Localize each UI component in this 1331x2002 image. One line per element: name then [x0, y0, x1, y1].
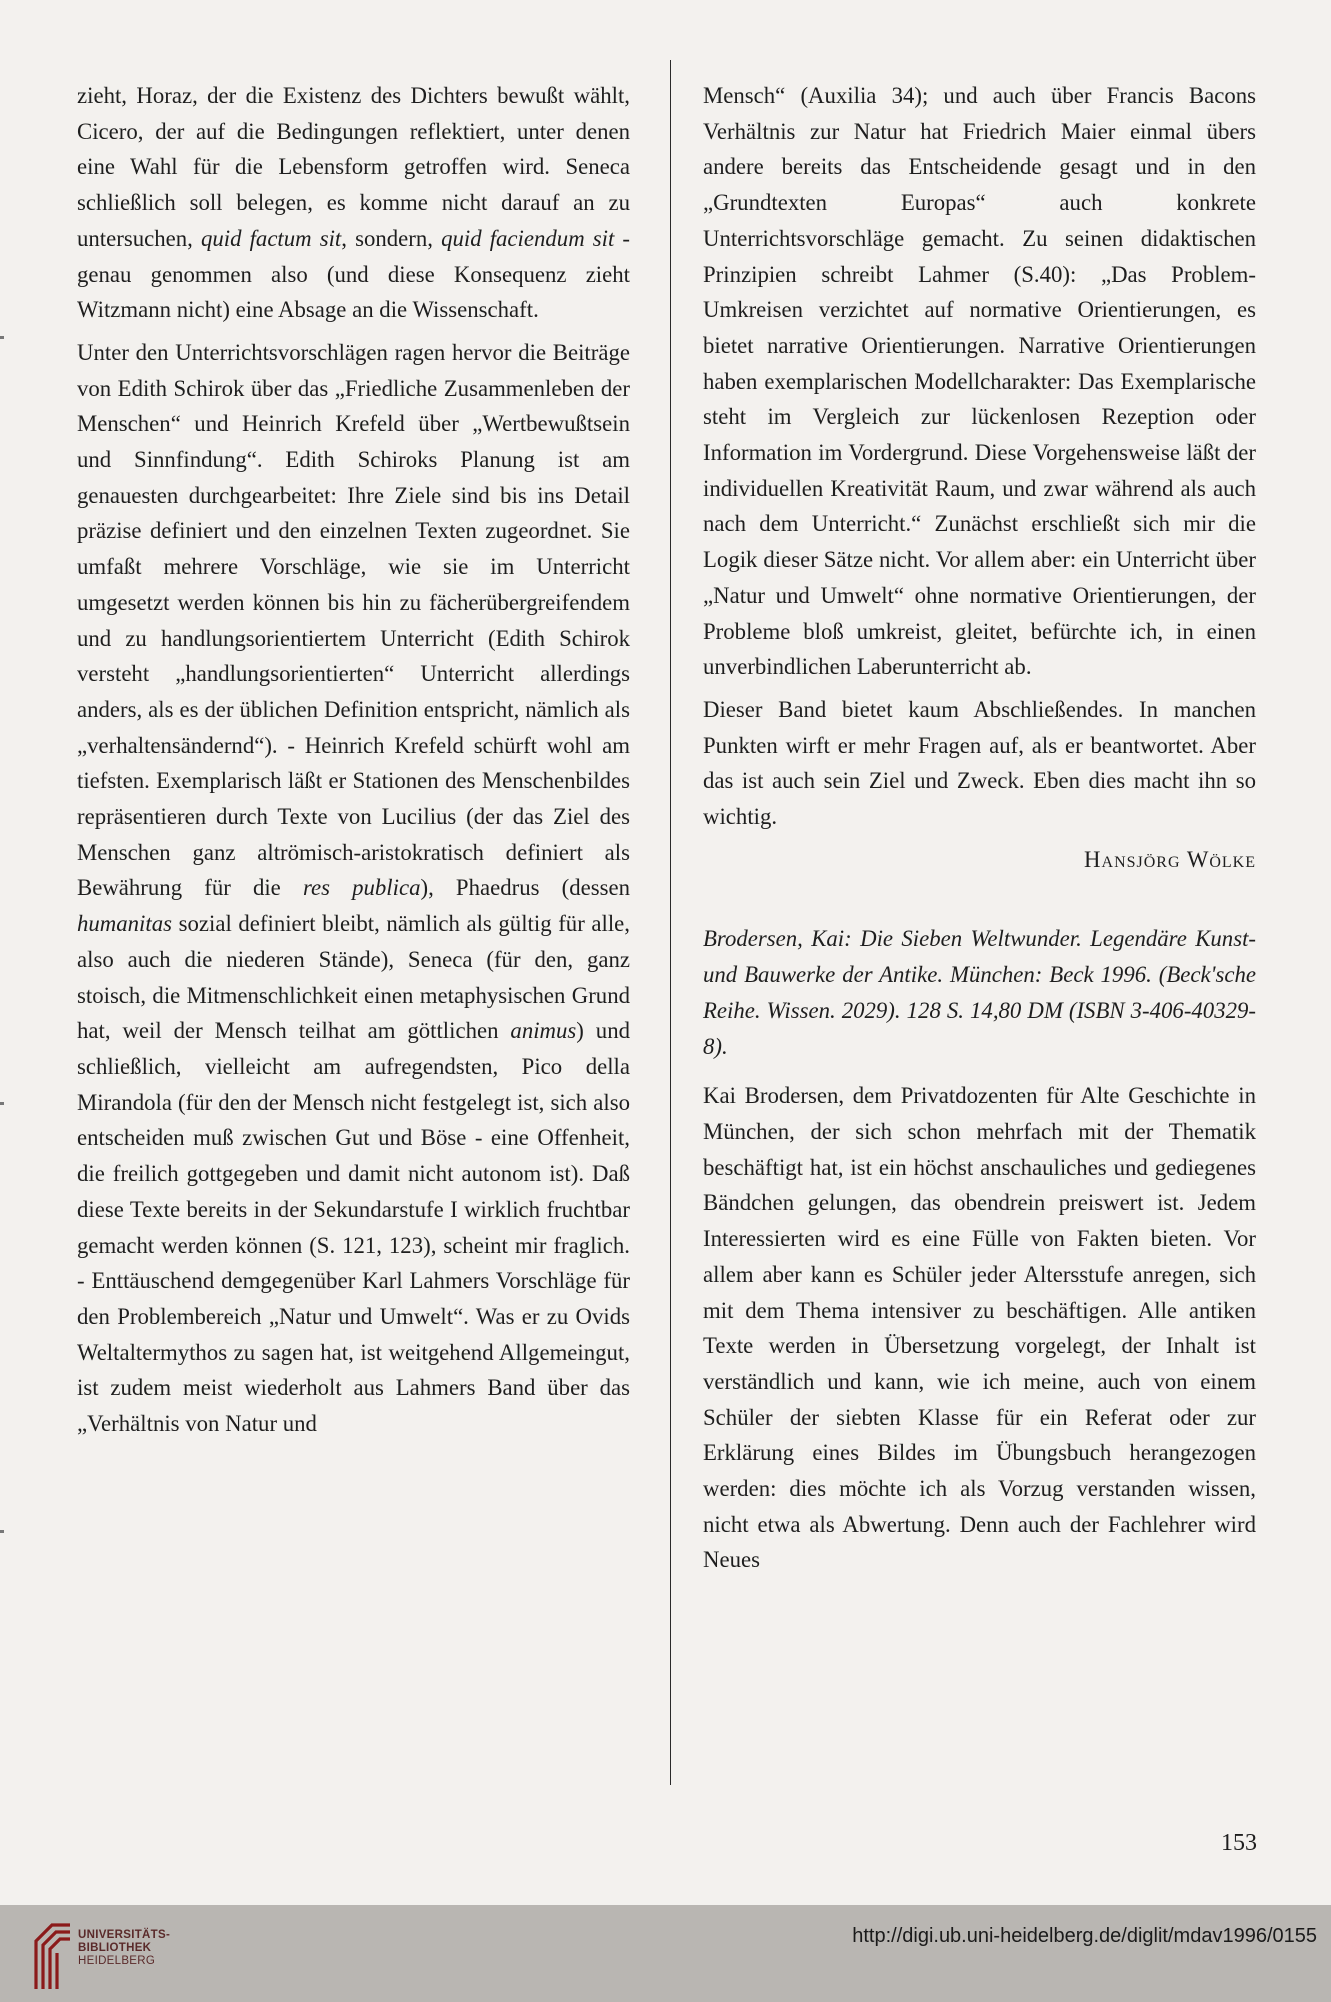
source-url-link[interactable]: http://digi.ub.uni-heidelberg.de/diglit/mdav1996/0155 — [852, 1925, 1317, 1947]
edge-mark — [0, 1102, 4, 1105]
digitization-footer — [0, 1905, 1331, 2002]
review-signature: Hansjörg Wölke — [1084, 846, 1256, 872]
library-name-line: UNIVERSITÄTS- — [78, 1929, 171, 1941]
library-logo-icon — [30, 1919, 74, 1991]
italic-latin: humanitas — [77, 911, 172, 937]
text-run: ), Phaedrus (dessen — [420, 875, 630, 901]
column-divider — [670, 60, 671, 1785]
left-paragraph-2 — [77, 335, 630, 1442]
library-name-line: BIBLIOTHEK — [78, 1942, 152, 1954]
edge-mark — [0, 1530, 4, 1533]
edge-mark — [0, 336, 4, 339]
text-run: , sondern, — [341, 225, 442, 251]
left-paragraph-1 — [77, 78, 630, 328]
right-paragraph-2: Dieser Band bietet kaum Abschließendes. In manchen Punkten wirft er mehr Fragen auf, als er beantwortet. Aber das ist auch sein Ziel und Zweck. Eben dies macht ihn so wichtig. — [703, 696, 1256, 830]
italic-latin: quid factum sit — [200, 225, 342, 251]
left-column — [77, 78, 630, 1442]
text-run: sozial definiert bleibt, nämlich als gültig für alle, also auch die niederen Stände), Seneca (für den, ganz stoisch, die Mitmenschlichkeit einen metaphysischen Grund hat, weil der Mensch teilhat am göttlichen — [77, 911, 630, 1044]
text-run: ) und schließlich, vielleicht am aufregendsten, Pico della Mirandola (für den der Mensch nicht festgelegt ist, sich also entscheiden muß zwischen Gut und Böse - eine Offenheit, die freilich gottgegeben und damit nicht autonom ist). Daß diese Texte bereits in der Sekundarstufe I wirklich fruchtbar gemacht werden können (S. 121, 123), scheint mir fraglich. - Enttäuschend demgegenüber Karl Lahmers Vorschläge für den Problembereich „Natur und Umwelt“. Was er zu Ovids Weltaltermythos zu sagen hat, ist weitgehend Allgemeingut, ist zudem meist wiederholt aus Lahmers Band über das „Verhältnis von Natur und — [77, 1018, 630, 1437]
right-paragraph-1: Mensch“ (Auxilia 34); und auch über Francis Bacons Verhältnis zur Natur hat Friedrich Maier einmal übers andere bereits das Entscheidende gesagt und in den „Grundtexten Europas“ auch konkrete Unterrichtsvorschläge gemacht. Zu seinen didaktischen Prinzipien schreibt Lahmer (S.40): „Das Problem-Umkreisen verzichtet auf normative Orientierungen, es bietet narrative Orientierungen. Narrative Orientierungen haben exemplarischen Modellcharakter: Das Exemplarische steht im Vergleich zur lückenlosen Rezeption oder Information im Vordergrund. Diese Vorgehensweise läßt der individuellen Kreativität Raum, und zwar während als auch nach dem Unterricht.“ Zunächst erschließt sich mir die Logik dieser Sätze nicht. Vor allem aber: ein Unterricht über „Natur und Umwelt“ ohne normative Orientierungen, der Probleme bloß umkreist, gleitet, befürchte ich, in einen unverbindlichen Laberunterricht ab. — [703, 83, 1256, 680]
text-run: zieht, Horaz, der die Existenz des Dichters bewußt wählt, Cicero, der auf die Bedingungen reflektiert, unter denen eine Wahl für die Lebensform getroffen wird. Seneca schließlich soll belegen, es komme nicht darauf an zu untersuchen, — [77, 83, 630, 251]
italic-latin: res publica — [302, 875, 421, 901]
bibliographic-entry: Brodersen, Kai: Die Sieben Weltwunder. Legendäre Kunst- und Bauwerke der Antike. München: Beck 1996. (Beck'sche Reihe. Wissen. 2029). 128 S. 14,80 DM (ISBN 3-406-40329-8). — [703, 926, 1256, 1059]
italic-latin: quid faciendum sit — [441, 225, 615, 251]
page-number: 153 — [1221, 1830, 1257, 1856]
right-column — [703, 78, 1256, 1578]
text-run: - genau genommen also (und diese Konsequenz zieht Witzmann nicht) eine Absage an die Wissenschaft. — [77, 225, 630, 323]
text-run: Unter den Unterrichtsvorschlägen ragen hervor die Beiträge von Edith Schirok über das „Friedliche Zusammenleben der Menschen“ und Heinrich Krefeld über „Wertbewußtsein und Sinnfindung“. Edith Schiroks Planung ist am genauesten durchgearbeitet: Ihre Ziele sind bis ins Detail präzise definiert und den einzelnen Texten zugeordnet. Sie umfaßt mehrere Vorschläge, wie sie im Unterricht umgesetzt werden können bis hin zu fächerübergreifendem und zu handlungsorientiertem Unterricht (Edith Schirok versteht „handlungsorientierten“ Unterricht allerdings anders, als es der üblichen Definition entspricht, nämlich als „verhaltensändernd“). - Heinrich Krefeld schürft wohl am tiefsten. Exemplarisch läßt er Stationen des Menschenbildes repräsentieren durch Texte von Lucilius (der das Ziel des Menschen ganz altrömisch-aristokratisch definiert als Bewährung für die — [77, 339, 630, 901]
library-name — [78, 1929, 170, 1968]
right-paragraph-3: Kai Brodersen, dem Privatdozenten für Alte Geschichte in München, der sich schon mehrfach mit der Thematik beschäftigt hat, ist ein höchst anschauliches und gediegenes Bändchen gelungen, das obendrein preiswert ist. Jedem Interessierten wird es eine Fülle von Fakten bieten. Vor allem aber kann es Schüler jeder Altersstufe anregen, sich mit dem Thema intensiver zu beschäftigen. Alle antiken Texte werden in Übersetzung vorgelegt, der Inhalt ist verständlich und kann, wie ich meine, auch von einem Schüler der siebten Klasse für ein Referat oder zur Erklärung eines Bildes im Übungsbuch herangezogen werden: dies möchte ich als Vorzug verstanden wissen, nicht etwa als Abwertung. Denn auch der Fachlehrer wird Neues — [703, 1083, 1256, 1573]
italic-latin: animus — [510, 1018, 577, 1044]
library-name-line: HEIDELBERG — [78, 1955, 156, 1967]
